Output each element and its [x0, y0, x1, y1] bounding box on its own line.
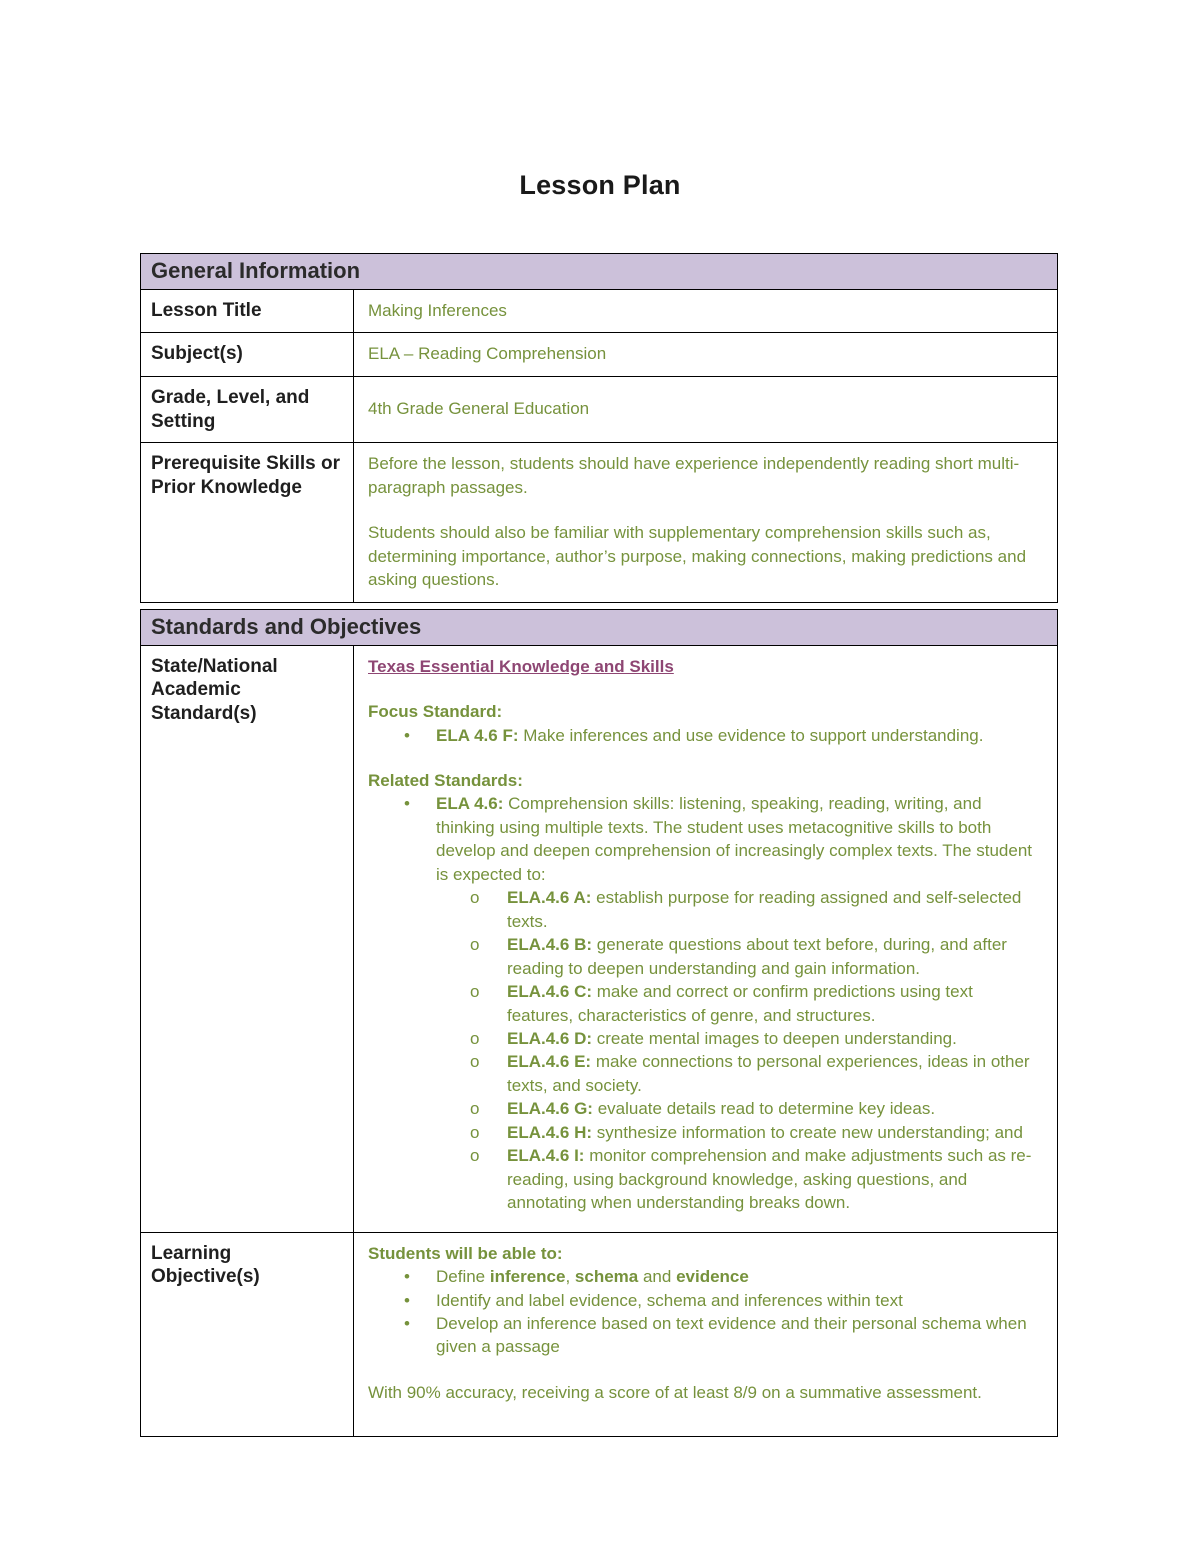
accuracy-statement: With 90% accuracy, receiving a score of at least 8/9 on a summative assessment.: [368, 1382, 982, 1402]
row-label-academic-standards: State/National Academic Standard(s): [141, 646, 354, 1232]
table-row: [141, 333, 1057, 376]
row-label-learning-objectives: Learning Objective(s): [141, 1233, 354, 1436]
section-header-general-information: General Information: [141, 254, 1057, 290]
teks-heading: Texas Essential Knowledge and Skills: [368, 656, 674, 676]
content-paragraph: ELA – Reading Comprehension: [368, 344, 607, 364]
row-content-grade-level-setting: [354, 377, 1057, 443]
general-information-table: [140, 253, 1058, 603]
sub-bullet-list: [436, 886, 1041, 1214]
learning-objectives-list: [368, 1265, 1041, 1359]
content-paragraph: Before the lesson, students should have experience independently reading short multi-paragraph passages.: [368, 454, 1020, 497]
page-title: Lesson Plan: [519, 170, 681, 200]
bullet-item: • Develop an inference based on text evidence and their personal schema when given a passage: [368, 1312, 1041, 1359]
related-standards-label: Related Standards:: [368, 771, 523, 791]
table-row: [141, 290, 1057, 333]
row-label-prerequisite-skills: Prerequisite Skills or Prior Knowledge: [141, 443, 354, 601]
row-label-grade-level-setting: Grade, Level, and Setting: [141, 377, 354, 443]
table-row: [141, 443, 1057, 601]
sub-bullet-item: o ELA.4.6 D: create mental images to deepen understanding.: [436, 1027, 1041, 1050]
row-label-subjects: Subject(s): [141, 333, 354, 375]
sub-bullet-item: o ELA.4.6 E: make connections to personal experiences, ideas in other texts, and society.: [436, 1050, 1041, 1097]
row-content-learning-objectives: [354, 1233, 1057, 1436]
table-row: [141, 1233, 1057, 1436]
focus-standard-list: [368, 724, 1041, 747]
row-label-lesson-title: Lesson Title: [141, 290, 354, 332]
content-paragraph: 4th Grade General Education: [368, 399, 590, 419]
focus-standard-label: Focus Standard:: [368, 702, 503, 722]
content-paragraph: Students should also be familiar with supplementary comprehension skills such as, determining importance, author’s purpose, making connections, making predictions and asking questions.: [368, 523, 1027, 590]
bullet-item: • ELA 4.6 F: Make inferences and use evidence to support understanding.: [368, 724, 1041, 747]
sub-bullet-item: o ELA.4.6 H: synthesize information to create new understanding; and: [436, 1121, 1041, 1144]
bullet-item: • Define inference, schema and evidence: [368, 1265, 1041, 1288]
row-content-prerequisite-skills: [354, 443, 1057, 601]
bullet-item: • Identify and label evidence, schema and inferences within text: [368, 1289, 1041, 1312]
sub-bullet-item: o ELA.4.6 G: evaluate details read to determine key ideas.: [436, 1097, 1041, 1120]
sub-bullet-item: o ELA.4.6 I: monitor comprehension and make adjustments such as re-reading, using background knowledge, asking questions, and annotating when understanding breaks down.: [436, 1144, 1041, 1214]
sub-bullet-item: o ELA.4.6 B: generate questions about text before, during, and after reading to deepen understanding and gain information.: [436, 933, 1041, 980]
table-row: [141, 646, 1057, 1233]
related-standards-list: [368, 792, 1041, 1214]
row-content-academic-standards: [354, 646, 1057, 1232]
table-row: [141, 377, 1057, 444]
row-content-subjects: [354, 333, 1057, 375]
section-header-standards-objectives: Standards and Objectives: [141, 610, 1057, 646]
sub-bullet-item: o ELA.4.6 A: establish purpose for reading assigned and self-selected texts.: [436, 886, 1041, 933]
row-content-lesson-title: [354, 290, 1057, 332]
bullet-item: • ELA 4.6: Comprehension skills: listening, speaking, reading, writing, and thinking using multiple texts. The student uses metacognitive skills to both develop and deepen comprehension of increasingly complex texts. The student is expected to: o ELA.4.6 A: establish purpose for reading assigned and self-selected texts. o ELA.4.6 B: generate questions about text before, during, and after reading to deepen understanding and gain information. o ELA.4.6 C: make and correct or confirm predictions using text features, characteristics of genre, and structures. o ELA.4.6 D: create mental images to deepen understanding. o ELA.4.6 E: make connections to personal experiences, ideas in other texts, and society. o ELA.4.6 G: evaluate details read to determine key ideas. o ELA.4.6 H: synthesize information to create new understanding; and o ELA.4.6 I: monitor comprehension and make adjustments such as re-reading, using background knowledge, asking questions, and annotating when understanding breaks down.: [368, 792, 1041, 1214]
standards-objectives-table: [140, 609, 1058, 1437]
sub-bullet-item: o ELA.4.6 C: make and correct or confirm predictions using text features, characteristics of genre, and structures.: [436, 980, 1041, 1027]
content-paragraph: Making Inferences: [368, 301, 507, 320]
learning-objectives-heading: Students will be able to:: [368, 1243, 563, 1263]
